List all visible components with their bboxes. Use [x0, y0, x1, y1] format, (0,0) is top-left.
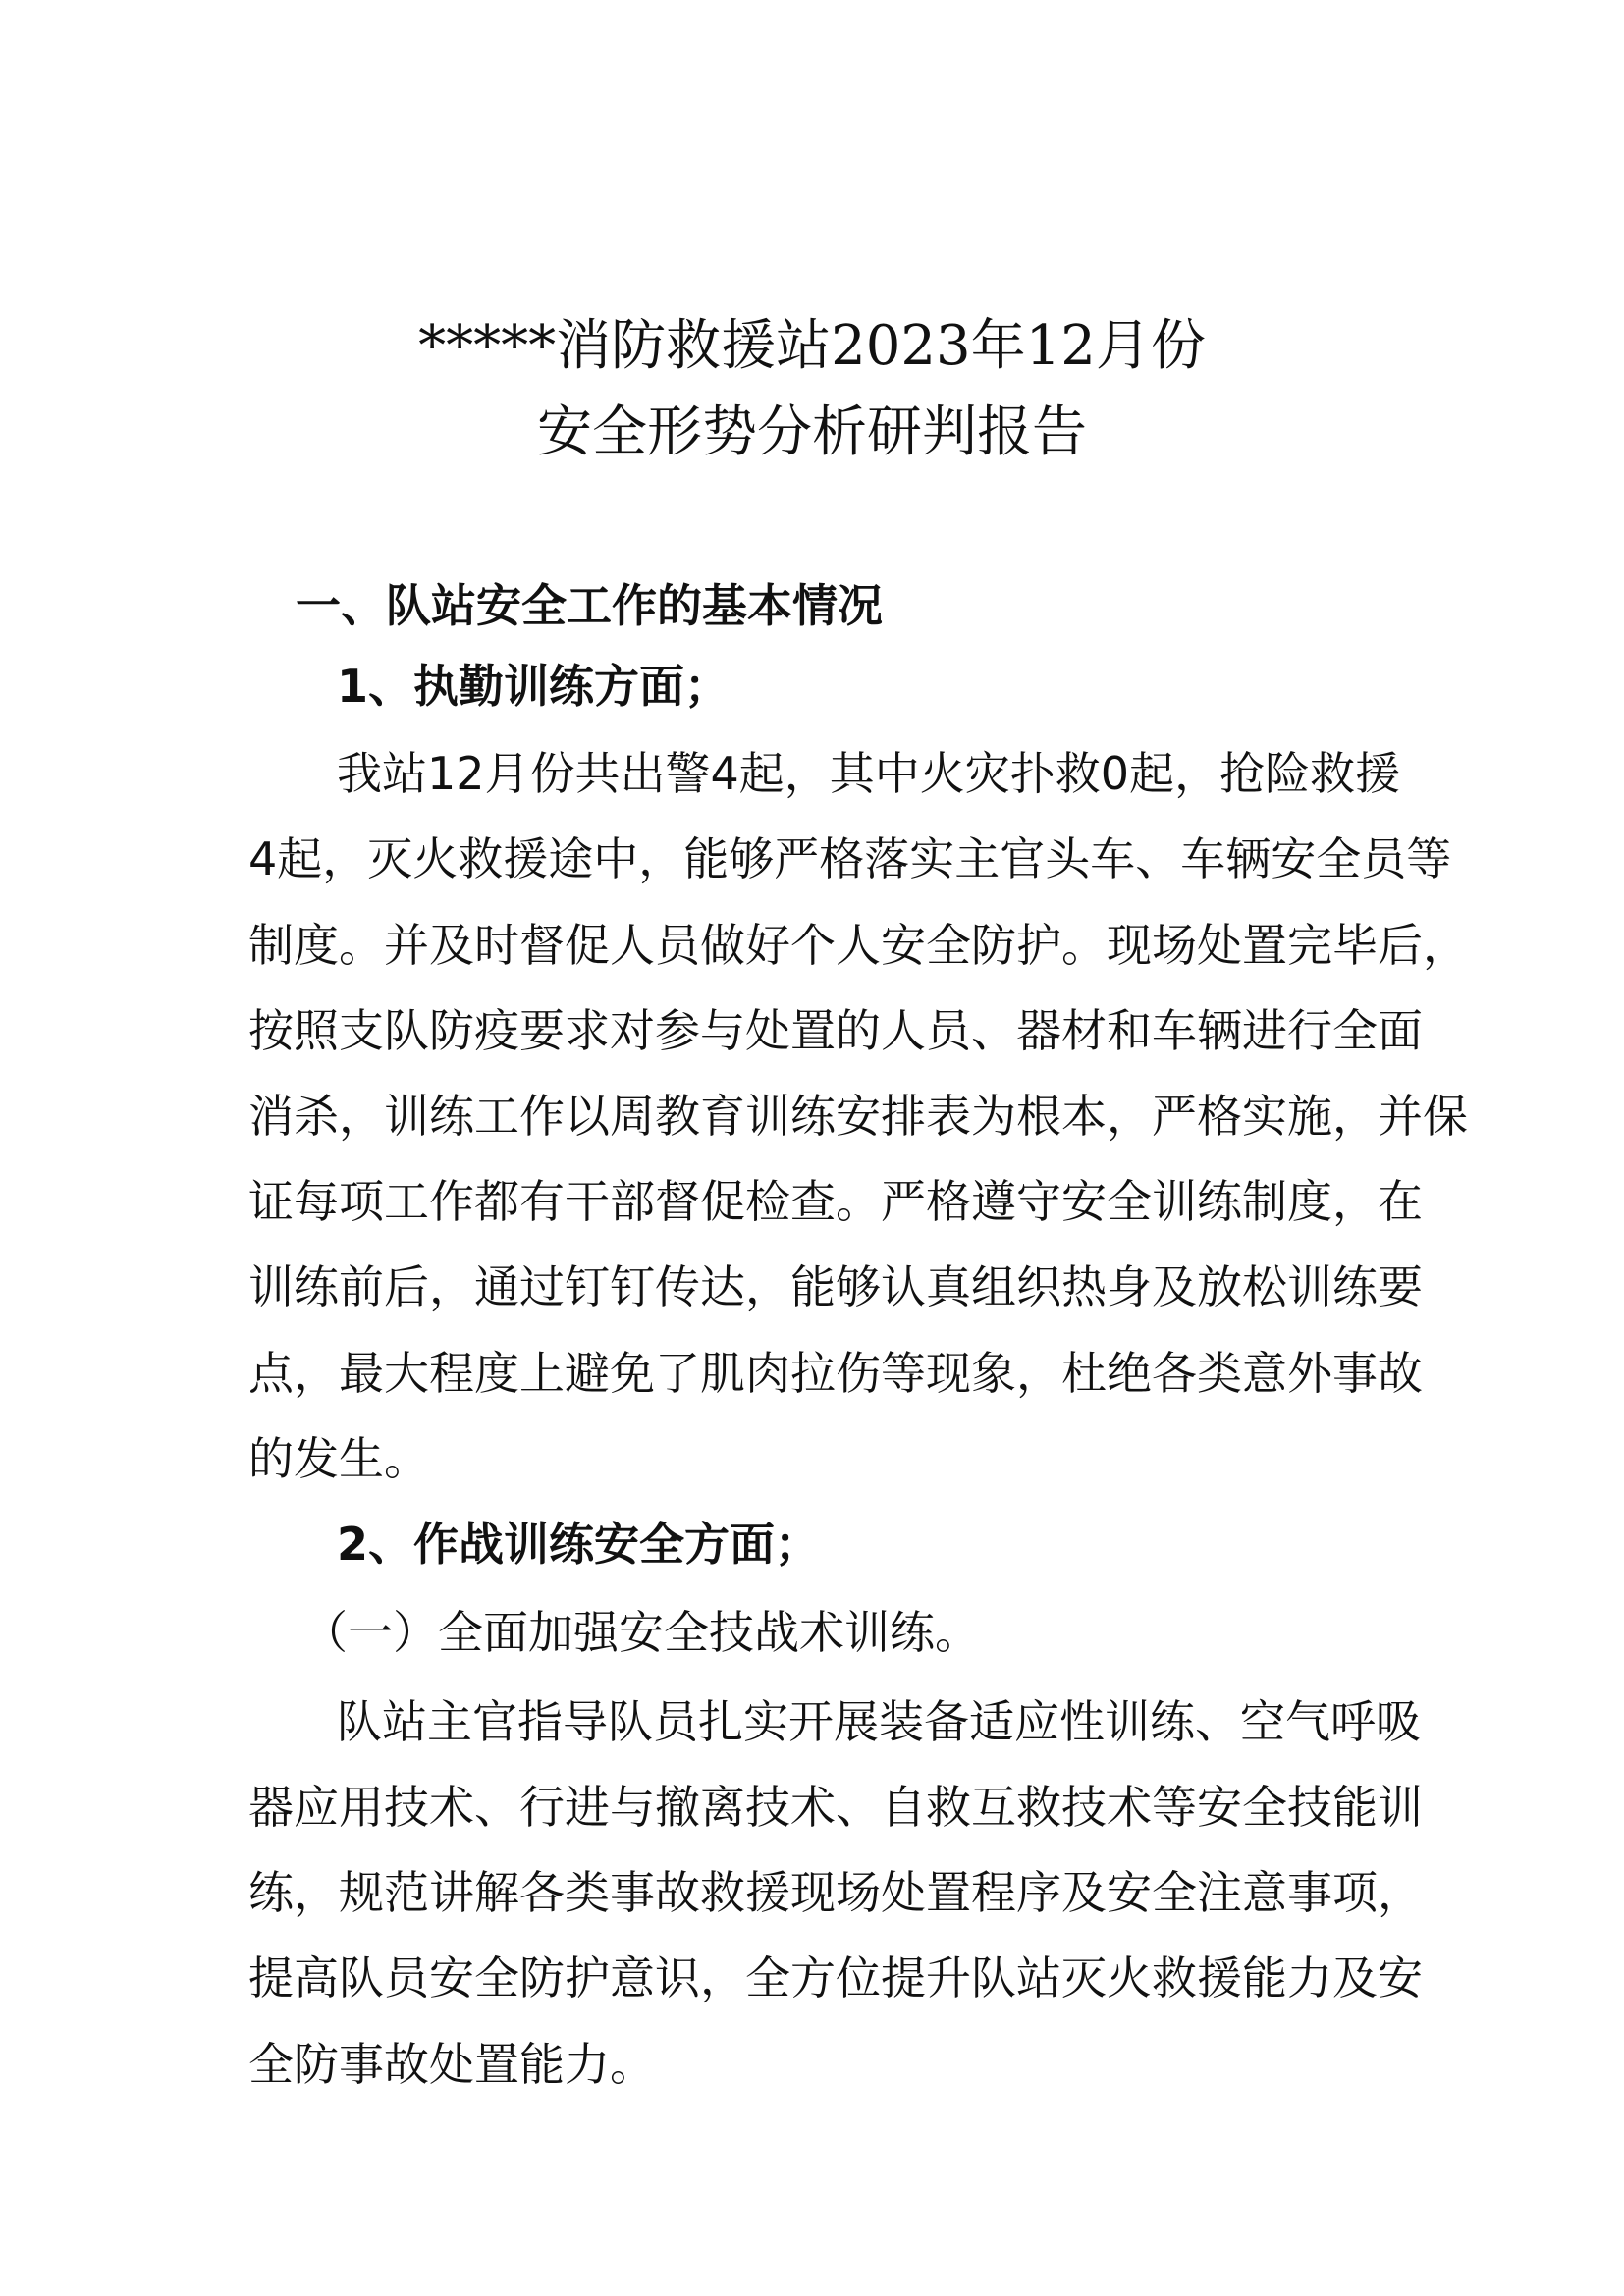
title-line-2: 安全形势分析研判报告 [537, 400, 1087, 464]
item-heading: （一）全面加强安全技战术训练。 [302, 1606, 980, 1659]
paragraph-line: 训练前后，通过钉钉传达，能够认真组织热身及放松训练要 [248, 1260, 1423, 1313]
paragraph-line: 提高队员安全防护意识，全方位提升队站灭火救援能力及安 [248, 1951, 1423, 2004]
paragraph-line: 按照支队防疫要求对参与处置的人员、器材和车辆进行全面 [248, 1004, 1423, 1057]
title-line-1: *****消防救援站2023年12月份 [418, 314, 1206, 378]
subsection-heading-1: 1、执勤训练方面； [337, 660, 731, 713]
paragraph-line: 我站12月份共出警4起，其中火灾扑救0起，抢险救援 [337, 747, 1401, 800]
paragraph-line: 器应用技术、行进与撤离技术、自救互救技术等安全技能训 [248, 1781, 1423, 1834]
paragraph-line: 消杀，训练工作以周教育训练安排表为根本，严格实施，并保 [248, 1090, 1468, 1143]
paragraph-line: 队站主官指导队员扎实开展装备适应性训练、空气呼吸 [337, 1695, 1421, 1748]
section-heading: 一、队站安全工作的基本情况 [296, 579, 883, 632]
paragraph-line: 证每项工作都有干部督促检查。严格遵守安全训练制度，在 [248, 1175, 1423, 1228]
subsection-heading-2: 2、作战训练安全方面； [337, 1518, 821, 1571]
paragraph-line: 4起，灭火救援途中，能够严格落实主官头车、车辆安全员等 [248, 832, 1452, 885]
paragraph-line: 点，最大程度上避免了肌肉拉伤等现象，杜绝各类意外事故 [248, 1347, 1423, 1400]
paragraph-line: 练，规范讲解各类事故救援现场处置程序及安全注意事项， [248, 1866, 1423, 1919]
paragraph-line: 的发生。 [248, 1432, 429, 1485]
paragraph-line: 制度。并及时督促人员做好个人安全防护。现场处置完毕后， [248, 919, 1468, 972]
paragraph-line: 全防事故处置能力。 [248, 2038, 655, 2091]
